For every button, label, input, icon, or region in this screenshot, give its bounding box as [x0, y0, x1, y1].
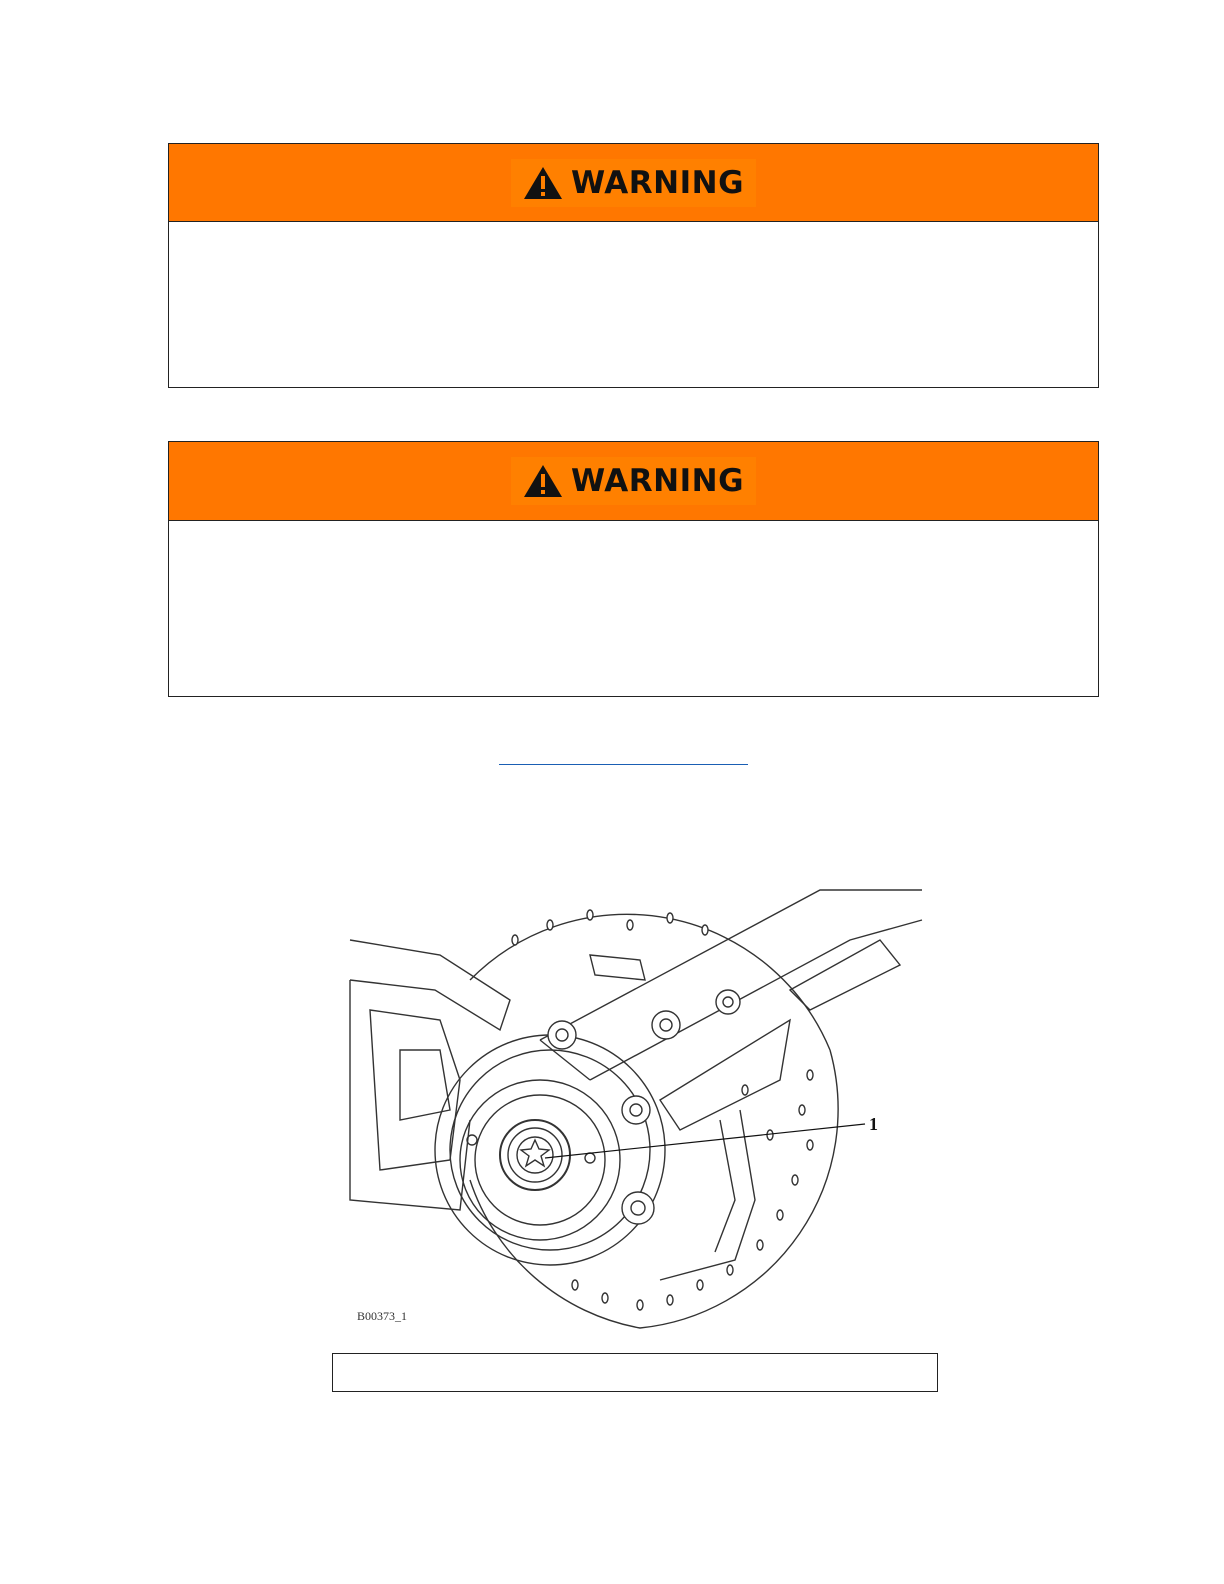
- hyperlink-underline[interactable]: [499, 764, 748, 765]
- warning-triangle-icon: [523, 464, 563, 498]
- rear-wheel-hub-illustration: [340, 880, 940, 1340]
- warning-label: WARNING: [570, 164, 745, 201]
- warning-triangle-icon: [523, 166, 563, 200]
- warning-label: WARNING: [570, 463, 745, 499]
- warning-header: [169, 144, 1098, 222]
- figure-caption-box: [332, 1353, 938, 1392]
- warning-tag: [511, 159, 756, 207]
- warning-box: [168, 441, 1099, 697]
- figure-code: B00373_1: [357, 1309, 408, 1323]
- warning-box: [168, 143, 1099, 388]
- warning-tag: [511, 457, 756, 505]
- warning-header: [169, 442, 1098, 521]
- callout-label: 1: [869, 1114, 878, 1134]
